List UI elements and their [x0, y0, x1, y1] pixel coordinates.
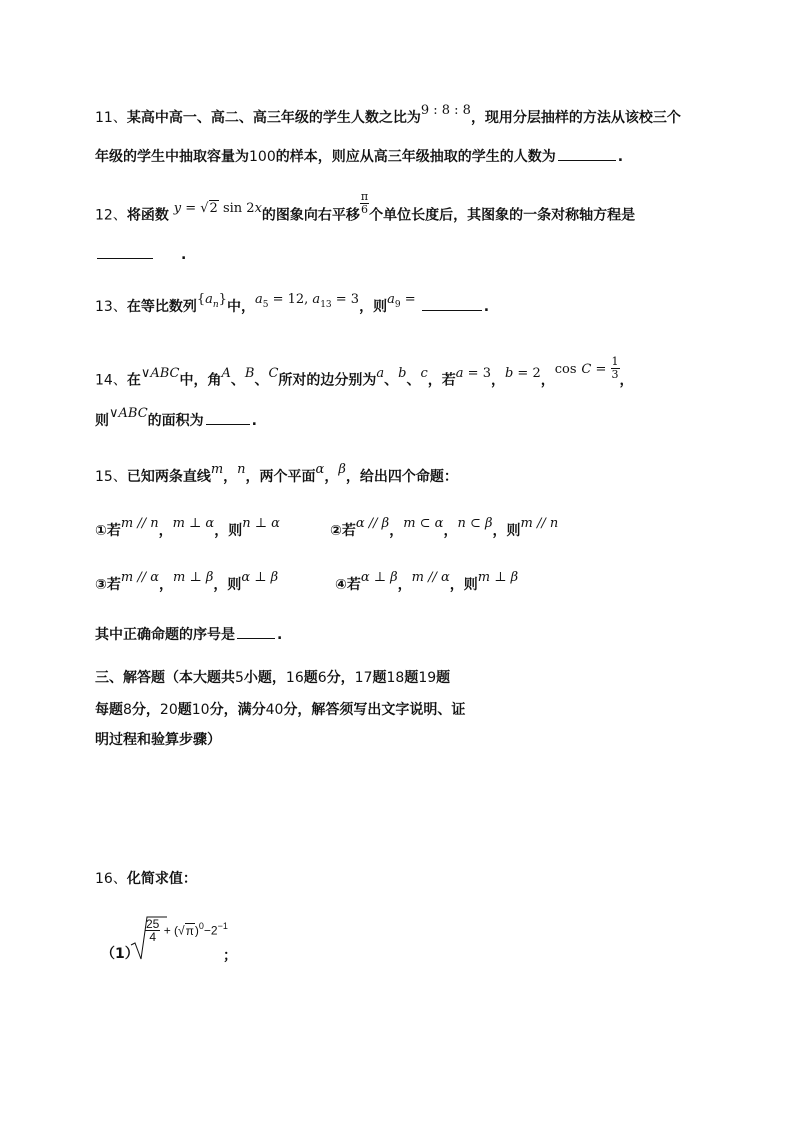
q14-end: .: [251, 413, 257, 429]
q14-sep2: 、: [254, 372, 269, 389]
q12-text-c: 个单位长度后，其图象的一条对称轴方程是: [369, 207, 636, 224]
p2-sep2: ，: [443, 523, 458, 539]
q16-text: 化简求值：: [126, 871, 197, 887]
q13-text-c: ，则: [359, 299, 388, 315]
s3-n3: 6: [317, 670, 327, 686]
s3-text-2e: 分，解答须写出文字说明、证: [283, 702, 466, 718]
q15-comma1: ，: [223, 469, 238, 485]
question-14-line-1: [95, 355, 634, 393]
p2-cond-2: m ⊂ α: [403, 516, 444, 531]
p1-result: n ⊥ α: [242, 516, 280, 531]
q11-text-c: 年级的学生中抽取容量为: [95, 149, 249, 165]
p1-sep: ，: [158, 523, 173, 539]
p2-then: ，则: [492, 523, 521, 539]
q14-triangle: [141, 365, 180, 381]
q13-seq-a: a: [205, 292, 213, 307]
q14-cos: [554, 355, 620, 381]
s3-text-1g: 题: [436, 670, 451, 686]
proposition-1: [95, 516, 280, 540]
q12-func-eq: =: [181, 200, 201, 216]
q14-eq-a-var: a: [455, 365, 464, 381]
q16-end: ；: [223, 948, 237, 964]
s3-n10: 40: [265, 702, 284, 718]
q13-number: 13、: [95, 299, 127, 315]
q13-cond-a2: a: [312, 292, 321, 307]
q14-comma2: ，: [540, 372, 555, 389]
p3-cond-1: m // α: [120, 570, 159, 585]
q14-cos-fraction: [611, 356, 620, 381]
q13-condition: [254, 291, 360, 310]
q14-cos-var: C: [581, 361, 592, 377]
q16-frac-den: 4: [149, 930, 157, 944]
q11-text-d: 的样本，则应从高三年级抽取的学生的人数为: [275, 149, 556, 165]
p4-then: ，则: [449, 577, 478, 593]
p2-label: ②若: [330, 523, 356, 539]
q13-cond-s1: 5: [262, 299, 269, 310]
q12-end: .: [181, 247, 187, 263]
question-11-line-1: [95, 103, 681, 127]
q13-ask-a: a: [387, 292, 395, 307]
p2-sep1: ，: [389, 523, 404, 539]
q11-number: 11、: [95, 110, 127, 126]
q13-seq-sub: n: [212, 299, 219, 310]
q16-minus-two: −2: [203, 923, 218, 938]
q15-line-m: m: [210, 462, 224, 477]
q16-exp1: −1: [217, 920, 228, 931]
p2-cond-1: α // β: [355, 516, 390, 531]
s3-n4: 17: [354, 670, 373, 686]
p4-label: ④若: [335, 577, 361, 593]
question-13: [95, 292, 490, 318]
q14-answer-blank[interactable]: [206, 410, 250, 425]
q12-answer-blank[interactable]: [97, 244, 153, 259]
q16-frac-num: 25: [146, 917, 160, 931]
q16-fraction: [145, 918, 160, 943]
p3-label: ③若: [95, 577, 121, 593]
q14-sep4: 、: [406, 372, 421, 389]
q14-eq-b-var: b: [504, 365, 514, 381]
q16-pi: π: [185, 923, 194, 938]
s3-n9: 10: [191, 702, 210, 718]
question-11-line-2: [95, 146, 623, 166]
question-12-line-2: [95, 244, 186, 263]
s3-n6: 19: [418, 670, 437, 686]
q14-tri-name: ABC: [150, 365, 180, 381]
q12-func-rad: 2: [209, 200, 218, 216]
q16-part-label: （1）: [101, 946, 139, 962]
q14-eq-b-val: = 2: [513, 365, 541, 381]
q13-text-b: 中，: [226, 299, 255, 315]
q13-cond-s2: 13: [320, 299, 332, 310]
q13-ask-s: 9: [394, 299, 401, 310]
q14-text-f: 的面积为: [147, 413, 204, 429]
s3-text-2b: 分，: [131, 702, 160, 718]
p4-sep: ，: [397, 577, 412, 593]
p3-then: ，则: [213, 577, 242, 593]
q15-answer-blank[interactable]: [237, 624, 275, 639]
p1-label: ①若: [95, 523, 121, 539]
section-3-line-2: [95, 699, 465, 719]
q14-number: 14、: [95, 372, 127, 389]
q16-expression: [145, 918, 228, 943]
p4-cond-2: m // α: [411, 570, 450, 585]
q14-sep1: 、: [230, 372, 245, 389]
q14-tri-sym: ∨: [140, 365, 151, 381]
q13-end: .: [483, 299, 490, 315]
q14-eq-a: [456, 365, 491, 381]
q13-cond-v2: = 3: [331, 292, 360, 307]
q14-comma3: ，: [619, 372, 634, 389]
s3-text-1e: 题: [372, 670, 387, 686]
q14-comma1: ，: [490, 372, 505, 389]
p3-cond-2: m ⊥ β: [173, 570, 214, 585]
q14-angle-b: B: [244, 365, 255, 381]
q16-number: 16、: [95, 871, 127, 887]
q12-func-sin: sin 2: [218, 200, 255, 216]
s3-text-1a: 三、解答题（本大题共: [95, 670, 235, 686]
q14-text-a: 在: [126, 372, 141, 389]
q13-answer-blank[interactable]: [422, 296, 482, 311]
s3-text-1b: 小题，: [243, 670, 286, 686]
q13-seq-l: {: [196, 292, 206, 307]
q13-ask-eq: =: [400, 292, 420, 307]
q15-end: .: [277, 627, 283, 643]
q13-cond-v1: = 12,: [268, 292, 313, 307]
q12-text-b: 的图象向右平移: [261, 207, 360, 224]
section-3-line-1: [95, 667, 450, 687]
q12-shift-den: 6: [361, 203, 369, 216]
q11-end: .: [617, 149, 624, 165]
q11-text-b: ，现用分层抽样的方法从该校三个: [470, 110, 681, 126]
q11-count: 100: [249, 149, 276, 165]
s3-n1: 5: [235, 670, 244, 686]
question-16: [95, 868, 197, 888]
q14-text-c: 所对的边分别为: [278, 372, 377, 389]
p4-cond-1: α ⊥ β: [360, 570, 398, 585]
q14-tri-sym-2: ∨: [109, 406, 119, 421]
proposition-2: [330, 516, 559, 540]
q12-number: 12、: [95, 207, 127, 224]
q14-tri-name-2: ABC: [118, 406, 148, 421]
q14-side-b: b: [398, 365, 407, 381]
q15-plane-a: α: [315, 462, 325, 477]
q11-answer-blank[interactable]: [558, 146, 616, 161]
q14-angle-c: C: [268, 365, 279, 381]
q15-answer-line: [95, 624, 282, 644]
s3-text-2c: 题: [177, 702, 192, 718]
q14-eq-b: [505, 365, 541, 381]
s3-text-1c: 题: [303, 670, 318, 686]
q12-sqrt-sign: √: [200, 200, 209, 216]
p2-result: m // n: [520, 516, 559, 531]
q13-sequence: [196, 291, 227, 310]
q15-text-c: ，给出四个命题：: [345, 469, 458, 485]
s3-n8: 20: [159, 702, 178, 718]
question-12-line-1: [95, 190, 636, 228]
q13-ask: [387, 291, 420, 310]
q16-close-paren: ): [194, 923, 199, 938]
p3-sep: ，: [159, 577, 173, 593]
q12-text-a: 将函数: [126, 207, 169, 224]
q16-exp0: 0: [198, 920, 204, 931]
q14-cos-eq: =: [591, 361, 611, 377]
q14-text-d: ，若: [427, 372, 456, 389]
q15-text-a: 已知两条直线: [126, 469, 211, 485]
q13-seq-r: }: [218, 292, 227, 307]
p1-then: ，则: [214, 523, 243, 539]
q12-shift-fraction: [360, 191, 369, 216]
q16-plus: + (: [160, 923, 179, 938]
s3-text-1f: 题: [404, 670, 419, 686]
q11-text-a: 某高中高一、高二、高三年级的学生人数之比为: [126, 110, 421, 126]
q14-cos-label: cos: [554, 361, 577, 377]
q13-text-a: 在等比数列: [126, 299, 197, 315]
q12-function: [174, 200, 262, 216]
question-14-line-2: [95, 406, 257, 430]
s3-n2: 16: [285, 670, 304, 686]
q15-plane-b: β: [338, 462, 346, 477]
section-3-line-3: [95, 729, 221, 749]
q12-func-y: y: [173, 200, 182, 216]
p1-cond-1: m // n: [120, 516, 159, 531]
q15-propositions-row-2: [95, 570, 519, 594]
q12-func-x: x: [254, 200, 262, 216]
q15-comma2: ，: [324, 469, 339, 485]
q14-cos-num: 1: [611, 355, 619, 368]
q15-text-b: ，两个平面: [245, 469, 316, 485]
q16-inner-sqrt-sign: √: [178, 923, 185, 938]
q11-ratio: 9 : 8 : 8: [420, 103, 471, 118]
p2-cond-3: n ⊂ β: [457, 516, 493, 531]
s3-n5: 18: [386, 670, 405, 686]
p4-result: m ⊥ β: [477, 570, 519, 585]
q15-line-n: n: [237, 462, 246, 477]
q12-shift-num: π: [360, 190, 369, 203]
q13-cond-a1: a: [254, 292, 263, 307]
q14-text-e: 则: [95, 413, 109, 429]
s3-text-2d: 分，满分: [209, 702, 266, 718]
proposition-3: [95, 570, 279, 594]
q14-side-a: a: [376, 365, 385, 381]
q14-triangle-2: [109, 405, 148, 421]
s3-text-3: 明过程和验算步骤）: [95, 732, 221, 748]
q15-number: 15、: [95, 469, 127, 485]
p1-cond-2: m ⊥ α: [172, 516, 215, 531]
p3-result: α ⊥ β: [241, 570, 279, 585]
q14-sep3: 、: [384, 372, 399, 389]
q14-angle-a: A: [221, 365, 231, 381]
q15-text-d: 其中正确命题的序号是: [95, 627, 235, 643]
q14-cos-den: 3: [611, 368, 619, 381]
s3-n7: 8: [123, 702, 132, 718]
q14-eq-a-val: = 3: [463, 365, 491, 381]
s3-text-2a: 每题: [95, 702, 123, 718]
q15-propositions-row-1: [95, 516, 559, 540]
question-15: [95, 462, 458, 486]
proposition-4: [335, 570, 519, 594]
s3-text-1d: 分，: [326, 670, 355, 686]
q14-text-b: 中，角: [179, 372, 222, 389]
q14-side-c: c: [420, 365, 428, 381]
